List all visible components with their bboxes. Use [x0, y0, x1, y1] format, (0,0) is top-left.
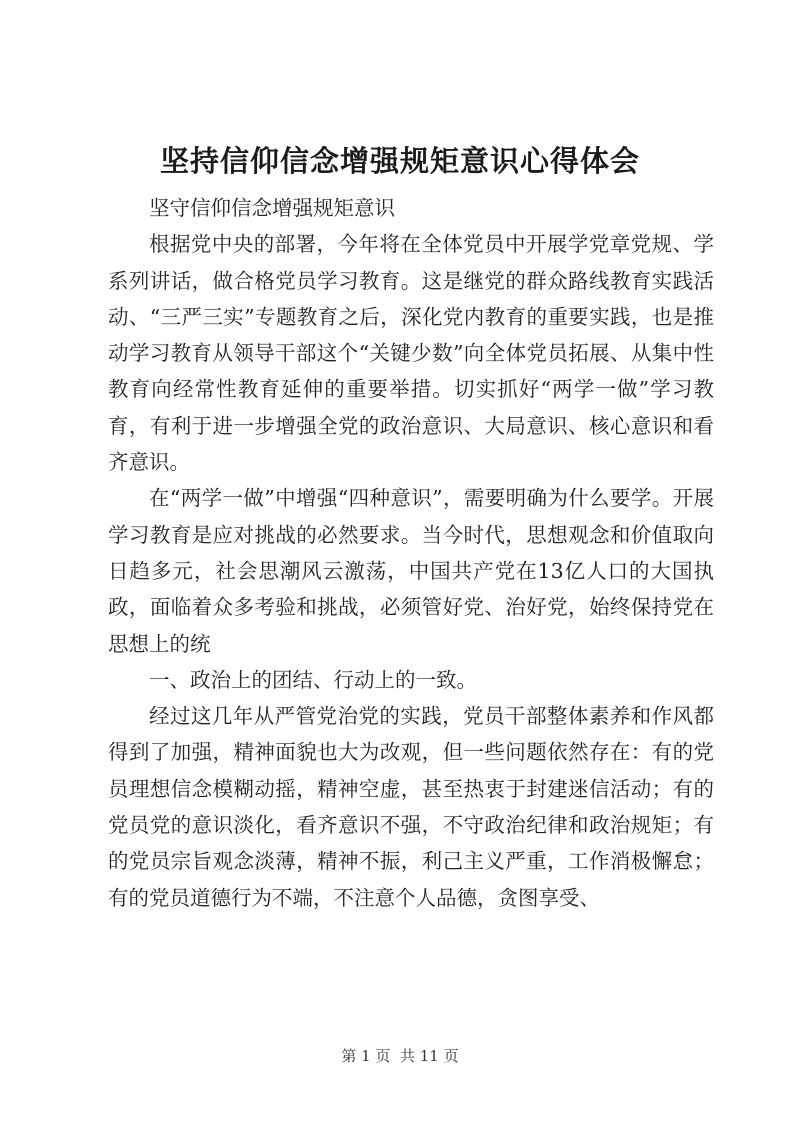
paragraph-2: 在“两学一做”中增强“四种意识”，需要明确为什么要学。开展学习教育是应对挑战的必然要求。当今时代，思想观念和价值取向日趋多元，社会思潮风云激荡，中国共产党在13亿人口的大国执政，面临着众多考验和挑战，必须管好党、治好党，始终保持党在思想上的统: [108, 486, 714, 656]
paragraph-3: 一、政治上的团结、行动上的一致。: [149, 667, 477, 692]
page-number-label: 第 1 页 共 11 页: [341, 1047, 459, 1065]
document-body: [108, 190, 714, 916]
paragraph-4: 经过这几年从严管党治党的实践，党员干部整体素养和作风都得到了加强，精神面貌也大为改观，但一些问题依然存在：有的党员理想信念模糊动摇，精神空虚，甚至热衷于封建迷信活动；有的党员党的意识淡化，看齐意识不强，不守政治纪律和政治规矩；有的党员宗旨观念淡薄，精神不振，利己主义严重，工作消极懈怠；有的党员道德行为不端，不注意个人品德，贪图享受、: [108, 704, 714, 910]
document-title: 坚持信仰信念增强规矩意识心得体会: [159, 144, 640, 178]
paragraph-1: 根据党中央的部署，今年将在全体党员中开展学党章党规、学系列讲话，做合格党员学习教育。这是继党的群众路线教育实践活动、“三严三实”专题教育之后，深化党内教育的重要实践，也是推动学习教育从领导干部这个“关键少数”向全体党员拓展、从集中性教育向经常性教育延伸的重要举措。切实抓好“两学一做”学习教育，有利于进一步增强全党的政治意识、大局意识、核心意识和看齐意识。: [108, 232, 714, 475]
section-subtitle: 坚守信仰信念增强规矩意识: [149, 196, 395, 220]
page-number-footer: [0, 1045, 800, 1067]
